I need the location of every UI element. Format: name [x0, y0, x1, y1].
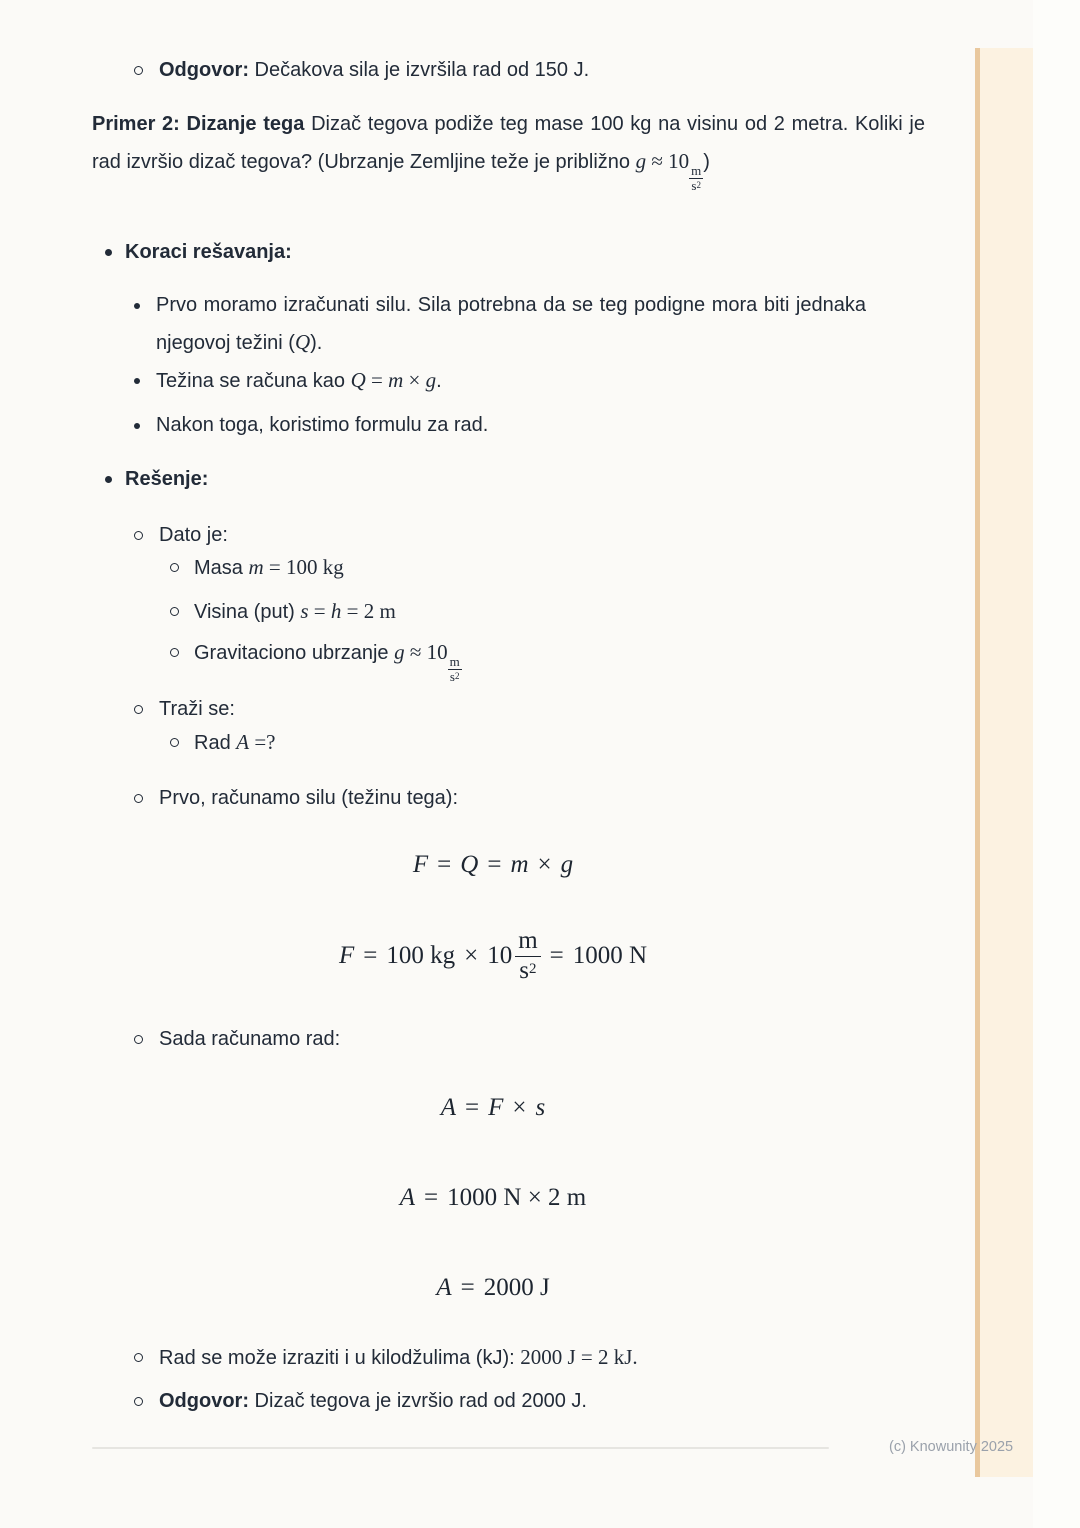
fraction-m-s2: $\frac{m}{s^2}$	[449, 654, 460, 685]
kilojoule-note-item: Rad se može izraziti i u kilodžulima (kJ): 2000 J = 2 kJ.	[134, 1339, 638, 1377]
primer2-title: Primer 2: Dizanje tega	[92, 113, 305, 135]
math-var-a: A	[236, 730, 250, 754]
bullet-circle-icon	[170, 738, 179, 747]
formula-force-values: F = 100 kg × 10 $\frac{m}{s^2}$ = 1000 N	[338, 927, 648, 985]
gravitacija-item: Gravitaciono ubrzanje g ≈ 10 $\frac{m}{s^2}$	[170, 634, 462, 685]
rad-item: Rad A =?	[170, 724, 276, 762]
koraci-item-1: Prvo moramo izračunati silu. Sila potrebna da se teg podigne mora biti jednaka njegovoj težini (Q).	[134, 287, 866, 362]
koraci-heading: Koraci rešavanja:	[125, 241, 292, 263]
fraction-m-s2: $\frac{m}{s^2}$	[515, 928, 540, 985]
math-var-q: Q	[350, 368, 366, 392]
bullet-circle-icon	[170, 607, 179, 616]
math-var-s: s	[300, 599, 309, 623]
primer2-paragraph: Primer 2: Dizanje tega Dizač tegova podiže teg mase 100 kg na visinu od 2 metra. Koliki je rad izvršio dizač tegova? (Ubrzanje Zemljine teže je približno g ≈ 10 $\frac{m}{s^2}$ )	[92, 113, 926, 194]
accent-stripe-line	[975, 48, 980, 1477]
koraci-item-3: Nakon toga, koristimo formulu za rad.	[134, 407, 488, 444]
step-sila-item: Prvo, računamo silu (težinu tega):	[134, 780, 458, 817]
answer-label: Odgovor:	[159, 1390, 249, 1412]
bullet-circle-icon	[134, 1035, 143, 1044]
visina-item: Visina (put) s = h = 2 m	[170, 593, 396, 631]
koraci-item-2: Težina se računa kao Q = m × g.	[134, 362, 442, 400]
formula-work-values: A = 1000 N × 2 m	[399, 1184, 587, 1211]
copyright-watermark: (c) Knowunity 2025	[889, 1439, 1014, 1455]
bullet-circle-icon	[134, 531, 143, 540]
answer-label: Odgovor:	[159, 59, 249, 81]
math-var-g: g	[394, 640, 405, 664]
bullet-circle-icon	[134, 1397, 143, 1406]
bullet-circle-icon	[134, 705, 143, 714]
math-var-h: h	[330, 599, 342, 623]
bullet-dot-icon	[134, 423, 140, 429]
masa-item: Masa m = 100 kg	[170, 549, 344, 587]
math-var-g: g	[425, 368, 437, 392]
resenje-heading-item	[105, 461, 208, 498]
trazi-se-item: Traži se:	[134, 691, 235, 728]
bullet-dot-icon	[105, 249, 112, 256]
fraction-m-s2: $\frac{m}{s^2}$	[691, 163, 702, 194]
math-var-g: g	[635, 149, 647, 173]
formula-force: F = Q = m × g	[412, 851, 574, 878]
koraci-heading-item	[105, 234, 292, 271]
step-rad-item: Sada računamo rad:	[134, 1021, 340, 1058]
bullet-circle-icon	[134, 66, 143, 75]
math-var-m: m	[388, 368, 404, 392]
bullet-circle-icon	[134, 1353, 143, 1362]
bullet-dot-icon	[134, 303, 140, 309]
bullet-circle-icon	[170, 563, 179, 572]
footer-divider	[92, 1447, 829, 1449]
math-var-m: m	[248, 555, 264, 579]
bullet-circle-icon	[170, 648, 179, 657]
bullet-dot-icon	[105, 476, 112, 483]
accent-stripe-panel	[980, 48, 1033, 1477]
bullet-dot-icon	[134, 378, 140, 384]
resenje-heading: Rešenje:	[125, 468, 209, 490]
dato-je-item: Dato je:	[134, 517, 228, 554]
math-var-q: Q	[294, 330, 311, 354]
bullet-circle-icon	[134, 794, 143, 803]
answer-item-final: Odgovor: Dizač tegova je izvršio rad od 2000 J.	[134, 1383, 587, 1420]
formula-work: A = F × s	[440, 1094, 546, 1121]
answer-item-previous	[134, 52, 589, 89]
page-right-margin	[1033, 0, 1080, 1528]
answer-text: Odgovor: Dečakova sila je izvršila rad od 150 J.	[159, 59, 590, 81]
formula-work-result: A = 2000 J	[436, 1274, 550, 1301]
